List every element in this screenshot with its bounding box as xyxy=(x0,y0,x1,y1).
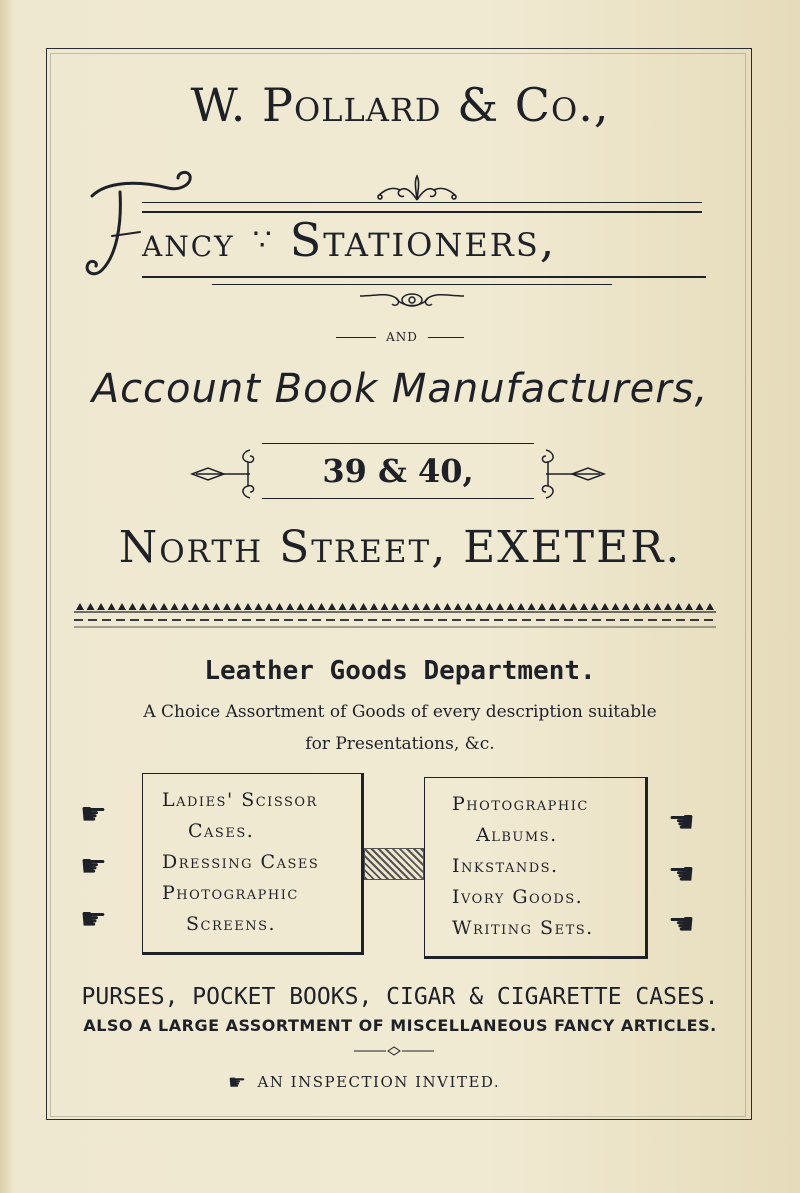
left-box-line-3: Dressing Cases xyxy=(162,851,320,873)
right-box-line-3: Inkstands. xyxy=(452,855,559,877)
account-book-heading: Account Book Manufacturers, xyxy=(91,366,709,412)
center-pattern-ornament xyxy=(364,848,424,880)
inspection-line xyxy=(228,1070,588,1094)
left-box-line-2: Cases. xyxy=(188,820,255,842)
right-ornament-icon xyxy=(534,446,606,502)
right-box-line-5: Writing Sets. xyxy=(452,917,594,939)
and-label: AND xyxy=(386,330,418,344)
fancy-stationers xyxy=(142,210,556,268)
address-number: 39 & 40, xyxy=(322,452,474,490)
firm-name: W. Pollard & Co., xyxy=(190,78,610,132)
pointing-hand-icon: ☛ xyxy=(80,849,107,884)
fancy-word: ancy xyxy=(142,220,235,266)
leather-goods-title: Leather Goods Department. xyxy=(204,656,596,686)
pointing-hand-icon: ☚ xyxy=(668,805,695,840)
leather-description-line2: for Presentations, &c. xyxy=(305,734,495,754)
street-address: North Street, EXETER. xyxy=(118,522,682,573)
pointing-hand-icon: ☚ xyxy=(668,907,695,942)
decorative-divider xyxy=(74,600,716,630)
scroll-ornament-icon xyxy=(356,288,468,314)
and-divider xyxy=(320,330,480,344)
right-box-line-4: Ivory Goods. xyxy=(452,886,584,908)
trade-separator: ∵ xyxy=(252,223,274,258)
right-box-line-2: Albums. xyxy=(476,824,558,846)
pointing-hand-icon: ☛ xyxy=(80,797,107,832)
pointing-hand-icon: ☛ xyxy=(80,902,107,937)
stationers-word: Stationers, xyxy=(289,213,557,267)
inspection-text: AN INSPECTION INVITED. xyxy=(257,1073,501,1091)
pointing-hand-icon: ☚ xyxy=(668,857,695,892)
rule-lower-2 xyxy=(212,284,612,285)
pointing-hand-icon: ☛ xyxy=(228,1070,248,1094)
rule-upper xyxy=(142,202,702,203)
left-box-line-1: Ladies' Scissor xyxy=(162,789,318,811)
top-ornament-icon xyxy=(372,172,462,204)
purses-line: PURSES, POCKET BOOKS, CIGAR & CIGARETTE CASES. xyxy=(81,984,719,1010)
left-box-line-4: Photographic xyxy=(162,882,299,904)
right-box-line-1: Photographic xyxy=(452,793,589,815)
also-line: ALSO A LARGE ASSORTMENT OF MISCELLANEOUS FANCY ARTICLES. xyxy=(83,1016,717,1035)
left-ornament-icon xyxy=(190,446,262,502)
rule-lower xyxy=(142,276,706,278)
small-divider-ornament xyxy=(354,1046,434,1056)
leather-description-line1: A Choice Assortment of Goods of every description suitable xyxy=(143,702,657,722)
left-box-line-5: Screens. xyxy=(186,913,277,935)
